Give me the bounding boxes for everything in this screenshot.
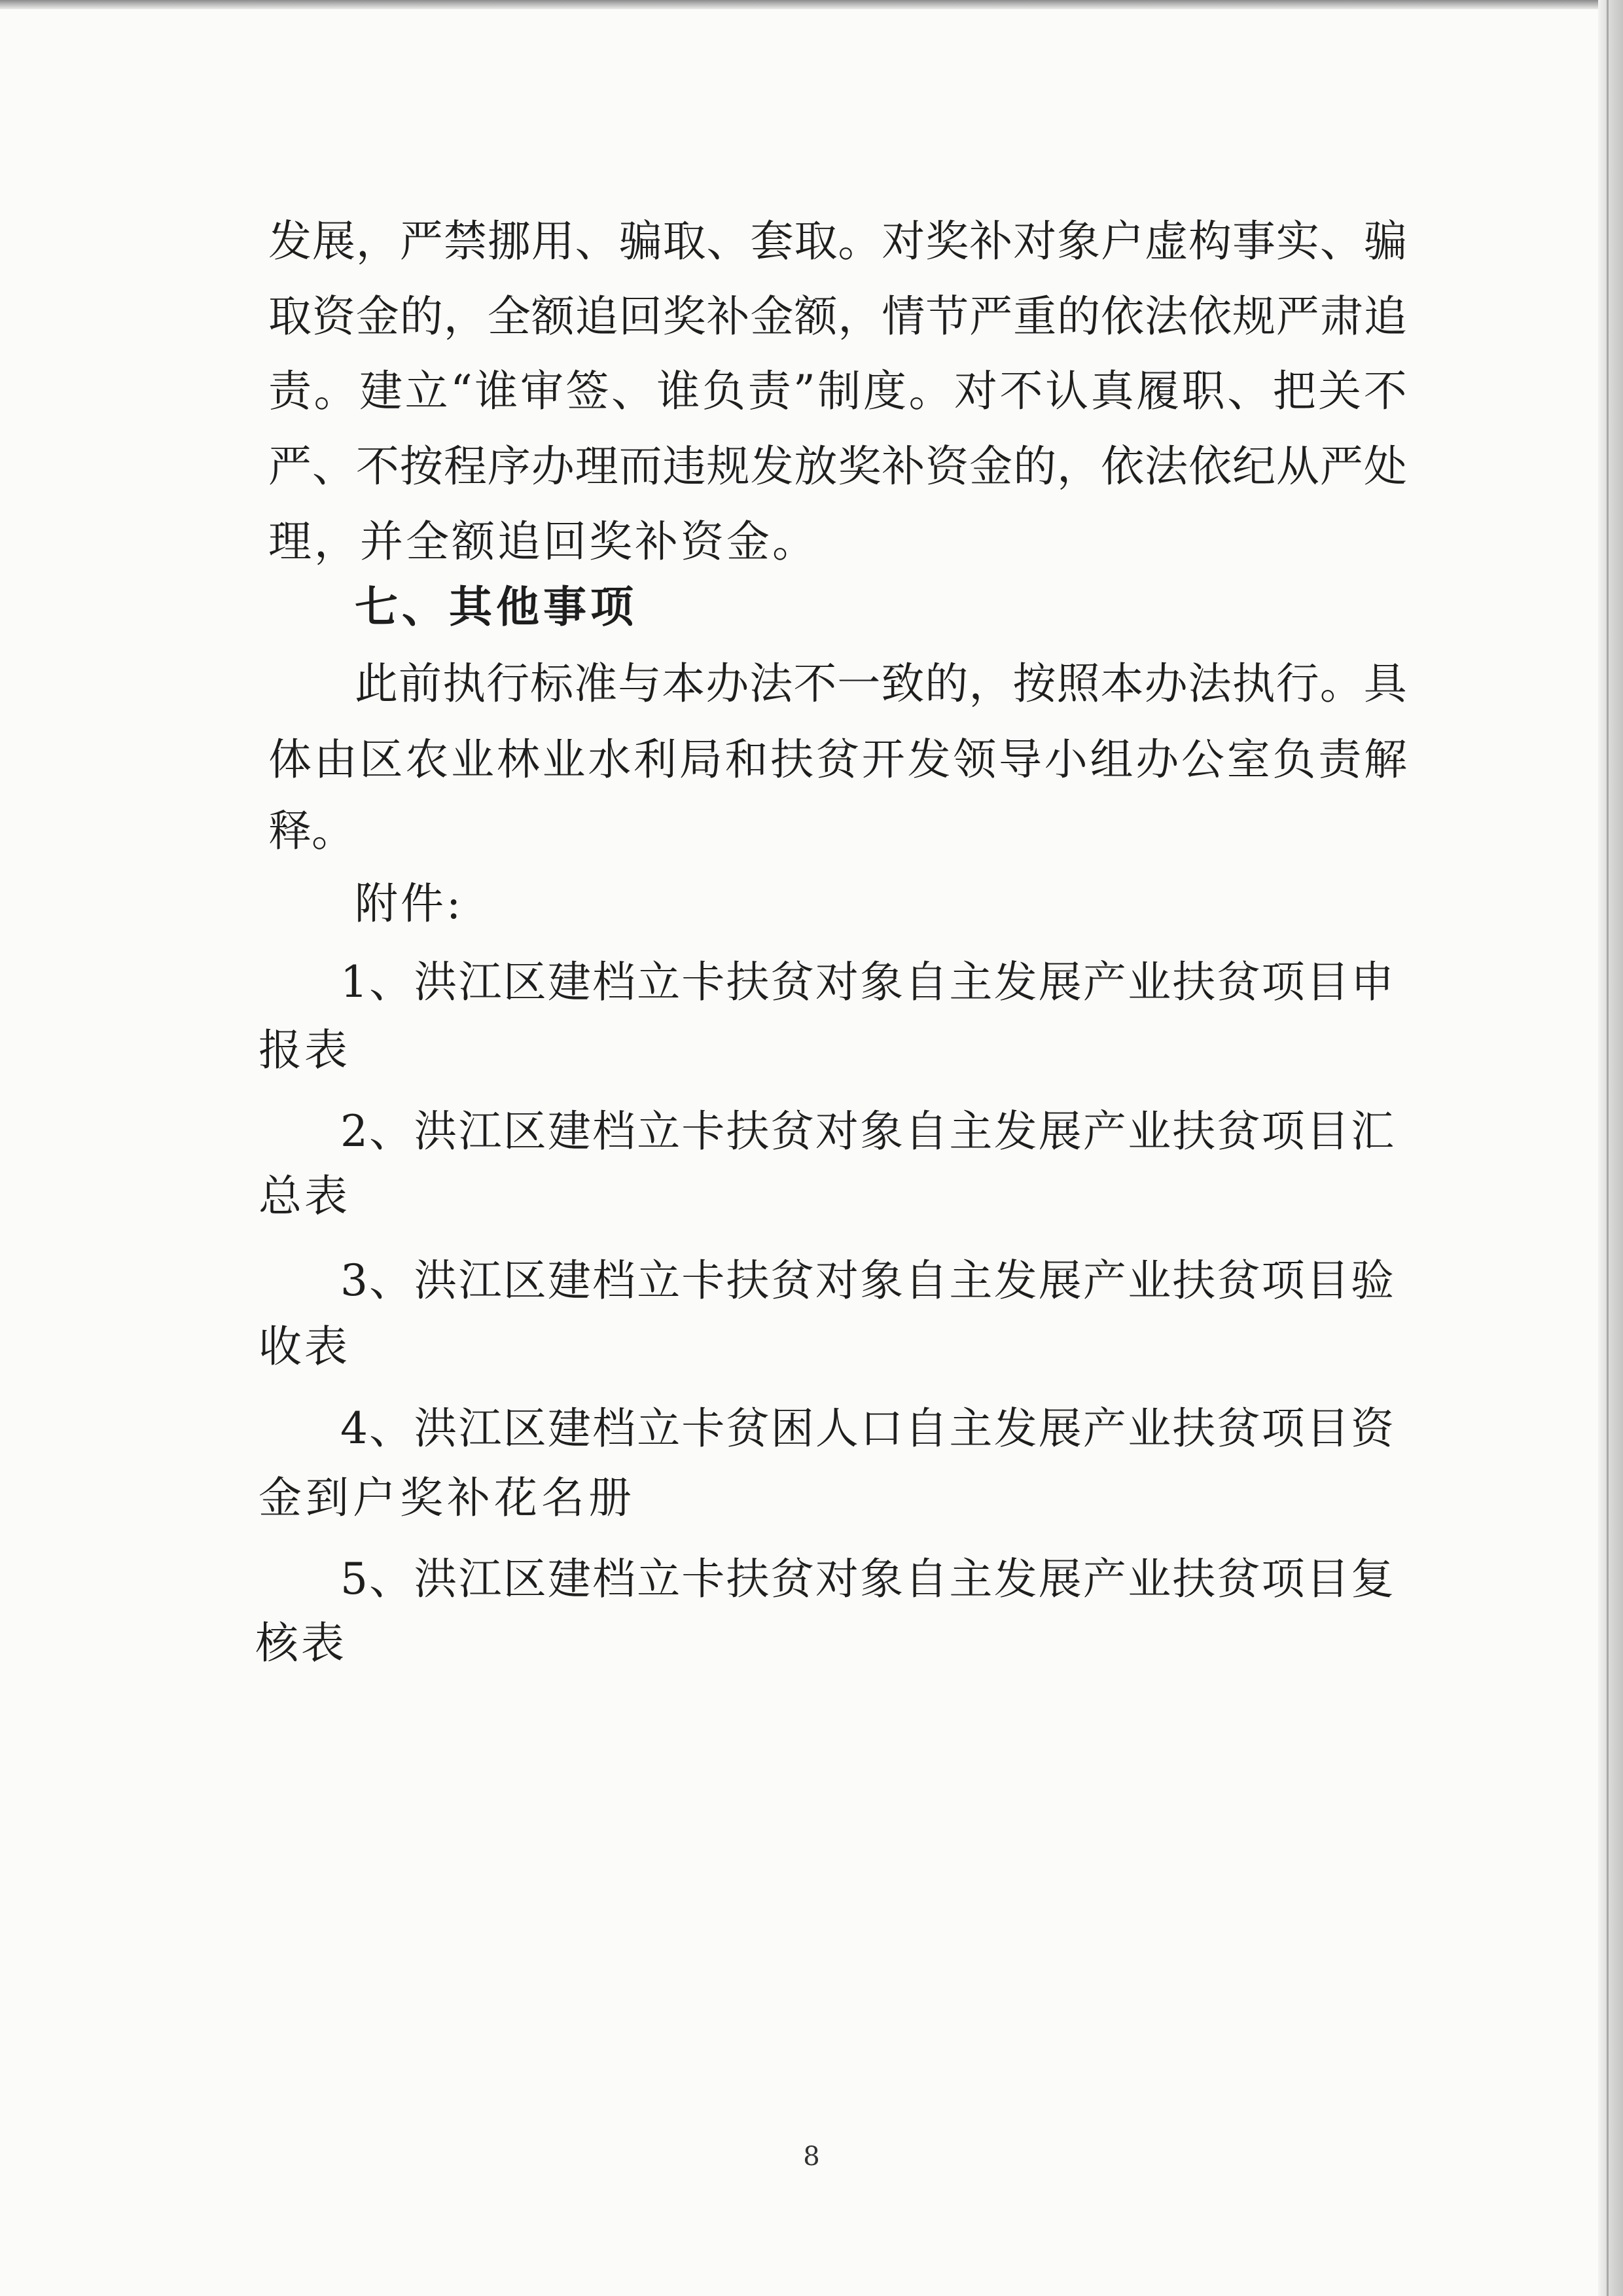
paragraph-line: 此 前 执 行 标 准 与 本 办 法 不 一 致 的 ， 按 照 本 办 法 执 行 。 具 xyxy=(355,658,1407,709)
paragraph-line: 发 展 ， 严 禁 挪 用 、 骗 取 、 套 取 。 对 奖 补 对 象 户 虚 构 事 实 、 骗 xyxy=(268,216,1407,266)
attachment-item-4-cont: 金到户奖补花名册 xyxy=(259,1473,635,1523)
paragraph-line: 取 资 金 的 ， 全 额 追 回 奖 补 金 额 ， 情 节 严 重 的 依 法 依 规 严 肃 追 xyxy=(268,291,1407,342)
attachment-item-2: 2 、 洪 江 区 建 档 立 卡 扶 贫 对 象 自 主 发 展 产 业 扶 贫 项 目 汇 xyxy=(340,1106,1394,1157)
page-number: 8 xyxy=(803,2142,820,2172)
attachment-item-3-cont: 收表 xyxy=(259,1321,350,1372)
attachment-item-4: 4 、 洪 江 区 建 档 立 卡 贫 困 人 口 自 主 发 展 产 业 扶 贫 项 目 资 xyxy=(340,1403,1394,1454)
section-heading: 七、其他事项 xyxy=(355,581,637,632)
paragraph-line: 严 、 不 按 程 序 办 理 而 违 规 发 放 奖 补 资 金 的 ， 依 法 依 纪 从 严 处 xyxy=(268,441,1407,492)
attachment-item-1: 1 、 洪 江 区 建 档 立 卡 扶 贫 对 象 自 主 发 展 产 业 扶 贫 项 目 申 xyxy=(340,957,1394,1007)
attachments-label: 附件: xyxy=(355,878,464,929)
attachment-item-5: 5 、 洪 江 区 建 档 立 卡 扶 贫 对 象 自 主 发 展 产 业 扶 贫 项 目 复 xyxy=(340,1554,1394,1604)
attachment-item-5-cont: 核表 xyxy=(255,1618,347,1668)
paragraph-line: 责 。 建 立 “ 谁 审 签 、 谁 负 责 ” 制 度 。 对 不 认 真 履 职 、 把 关 不 xyxy=(268,366,1407,416)
paragraph-line: 体 由 区 农 业 林 业 水 利 局 和 扶 贫 开 发 领 导 小 组 办 公 室 负 责 解 xyxy=(268,734,1407,785)
attachment-item-3: 3 、 洪 江 区 建 档 立 卡 扶 贫 对 象 自 主 发 展 产 业 扶 贫 项 目 验 xyxy=(340,1255,1394,1306)
attachment-item-2-cont: 总表 xyxy=(259,1171,350,1221)
paragraph-line: 理，并全额追回奖补资金。 xyxy=(268,516,818,567)
paragraph-line: 释。 xyxy=(268,806,355,856)
attachment-item-1-cont: 报表 xyxy=(259,1025,350,1075)
